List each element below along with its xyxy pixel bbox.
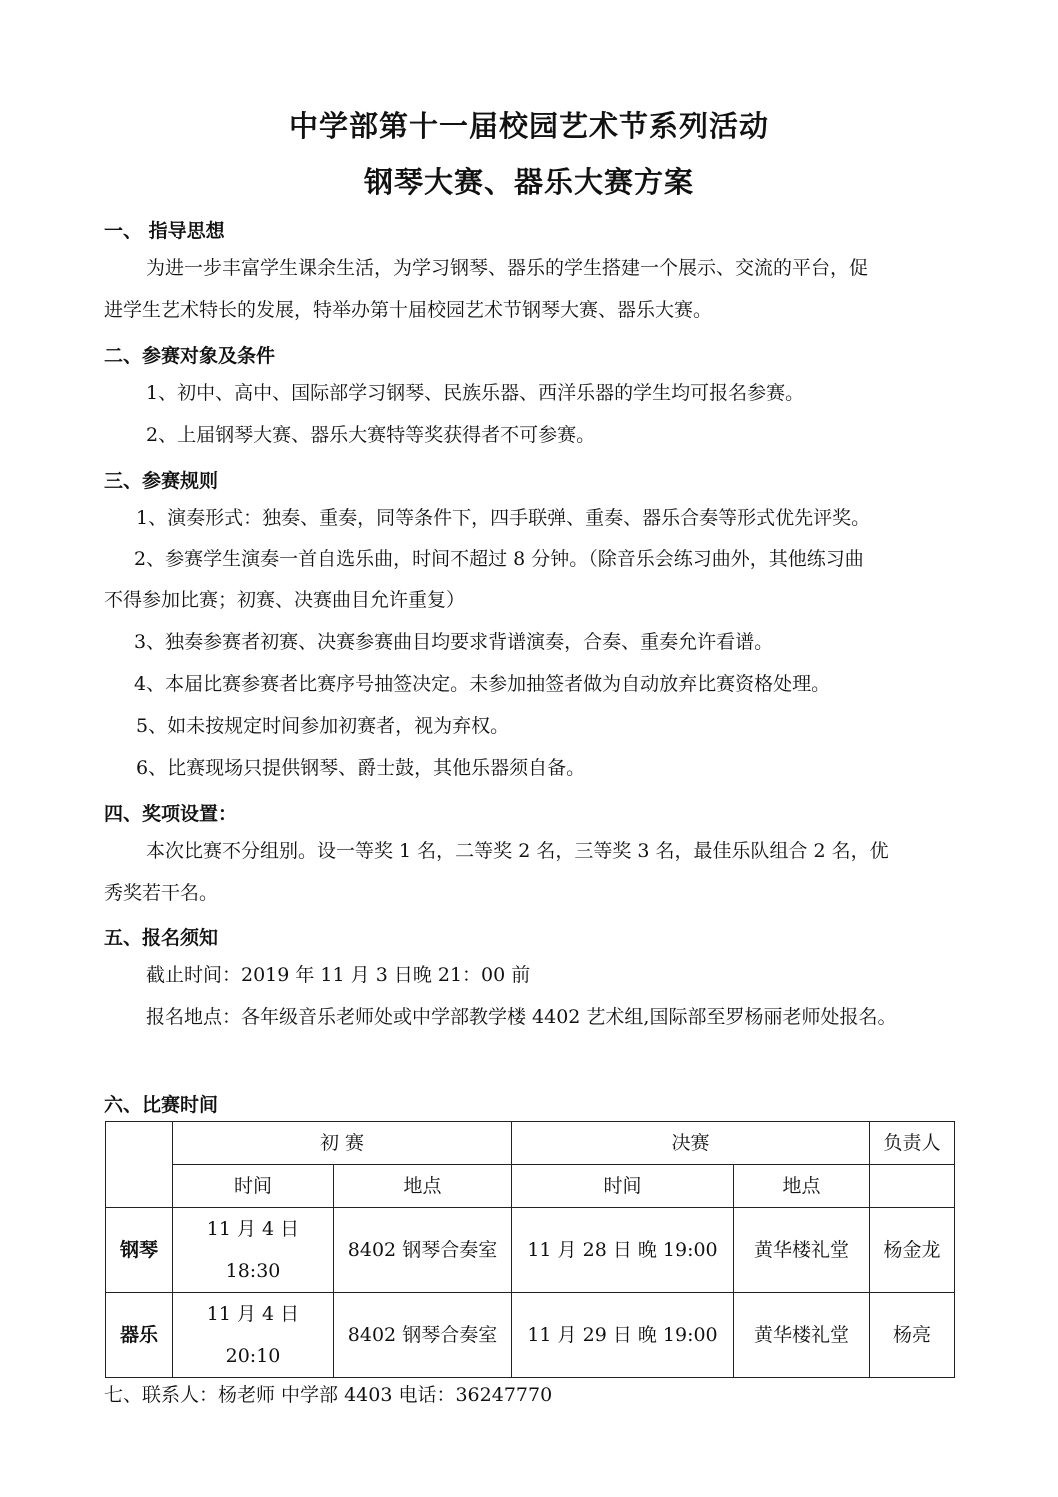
final-header: 决赛: [512, 1122, 870, 1165]
prelim-header: 初 赛: [173, 1122, 512, 1165]
prelim-place-header: 地点: [334, 1165, 512, 1208]
registration-location: 报名地点：各年级音乐老师处或中学部教学楼 4402 艺术组,国际部至罗杨丽老师处报名。: [146, 1006, 897, 1028]
table-row: [106, 1293, 955, 1378]
prelim-place-cell: 8402 钢琴合奏室: [334, 1208, 512, 1293]
table-row: [106, 1208, 955, 1293]
owner-cell: 杨金龙: [870, 1208, 955, 1293]
prelim-clock: 18:30: [225, 1260, 281, 1282]
section-3-item-5: 5、如未按规定时间参加初赛者，视为弃权。: [136, 715, 510, 737]
section-2-item-2: 2、上届钢琴大赛、器乐大赛特等奖获得者不可参赛。: [146, 424, 596, 446]
section-3-item-2-continued: 不得参加比赛；初赛、决赛曲目允许重复）: [104, 589, 466, 611]
prelim-time-cell: [173, 1293, 334, 1378]
section-6-heading: 六、比赛时间: [104, 1094, 219, 1116]
final-time-cell: 11 月 29 日 晚 19:00: [512, 1293, 734, 1378]
section-1-paragraph-line-2: 进学生艺术特长的发展，特举办第十届校园艺术节钢琴大赛、器乐大赛。: [104, 299, 713, 321]
table-header-row-2: [106, 1165, 955, 1208]
registration-deadline: 截止时间：2019 年 11 月 3 日晚 21：00 前: [146, 964, 531, 986]
table-corner-cell: [106, 1122, 173, 1208]
row-name-piano: 钢琴: [106, 1208, 173, 1293]
contact-line: 七、联系人：杨老师 中学部 4403 电话：36247770: [104, 1384, 553, 1406]
final-place-header: 地点: [734, 1165, 870, 1208]
prelim-date: 11 月 4 日: [206, 1218, 300, 1240]
table-header-row-1: [106, 1122, 955, 1165]
section-1-paragraph-line-1: 为进一步丰富学生课余生活，为学习钢琴、器乐的学生搭建一个展示、交流的平台，促: [146, 257, 869, 279]
final-time-cell: 11 月 28 日 晚 19:00: [512, 1208, 734, 1293]
section-3-item-1: 1、演奏形式：独奏、重奏，同等条件下，四手联弹、重奏、器乐合奏等形式优先评奖。: [136, 507, 871, 529]
owner-subheader-empty: [870, 1165, 955, 1208]
final-place-cell: 黄华楼礼堂: [734, 1208, 870, 1293]
prelim-time-header: 时间: [173, 1165, 334, 1208]
owner-header: 负责人: [870, 1122, 955, 1165]
prelim-time-cell: [173, 1208, 334, 1293]
document-title: 中学部第十一届校园艺术节系列活动: [288, 109, 769, 143]
section-3-heading: 三、参赛规则: [104, 470, 219, 492]
prelim-clock: 20:10: [225, 1345, 281, 1367]
section-3-item-2: 2、参赛学生演奏一首自选乐曲，时间不超过 8 分钟。（除音乐会练习曲外，其他练习曲: [134, 548, 864, 570]
section-1-heading: 一、 指导思想: [104, 220, 225, 242]
final-time-header: 时间: [512, 1165, 734, 1208]
owner-cell: 杨亮: [870, 1293, 955, 1378]
section-3-item-3: 3、独奏参赛者初赛、决赛参赛曲目均要求背谱演奏，合奏、重奏允许看谱。: [134, 631, 774, 653]
schedule-table: [105, 1121, 955, 1378]
document-subtitle: 钢琴大赛、器乐大赛方案: [363, 165, 694, 199]
section-4-paragraph-line-1: 本次比赛不分组别。设一等奖 1 名，二等奖 2 名，三等奖 3 名，最佳乐队组合 2 名，优: [146, 840, 889, 862]
final-place-cell: 黄华楼礼堂: [734, 1293, 870, 1378]
section-2-item-1: 1、初中、高中、国际部学习钢琴、民族乐器、西洋乐器的学生均可报名参赛。: [146, 382, 805, 404]
section-4-heading: 四、奖项设置：: [104, 803, 238, 825]
section-5-heading: 五、报名须知: [104, 927, 219, 949]
prelim-place-cell: 8402 钢琴合奏室: [334, 1293, 512, 1378]
prelim-date: 11 月 4 日: [206, 1303, 300, 1325]
row-name-instrumental: 器乐: [106, 1293, 173, 1378]
section-4-paragraph-line-2: 秀奖若干名。: [104, 882, 219, 904]
section-3-item-6: 6、比赛现场只提供钢琴、爵士鼓，其他乐器须自备。: [136, 757, 586, 779]
section-2-heading: 二、参赛对象及条件: [104, 345, 276, 367]
section-3-item-4: 4、本届比赛参赛者比赛序号抽签决定。未参加抽签者做为自动放弃比赛资格处理。: [134, 673, 831, 695]
